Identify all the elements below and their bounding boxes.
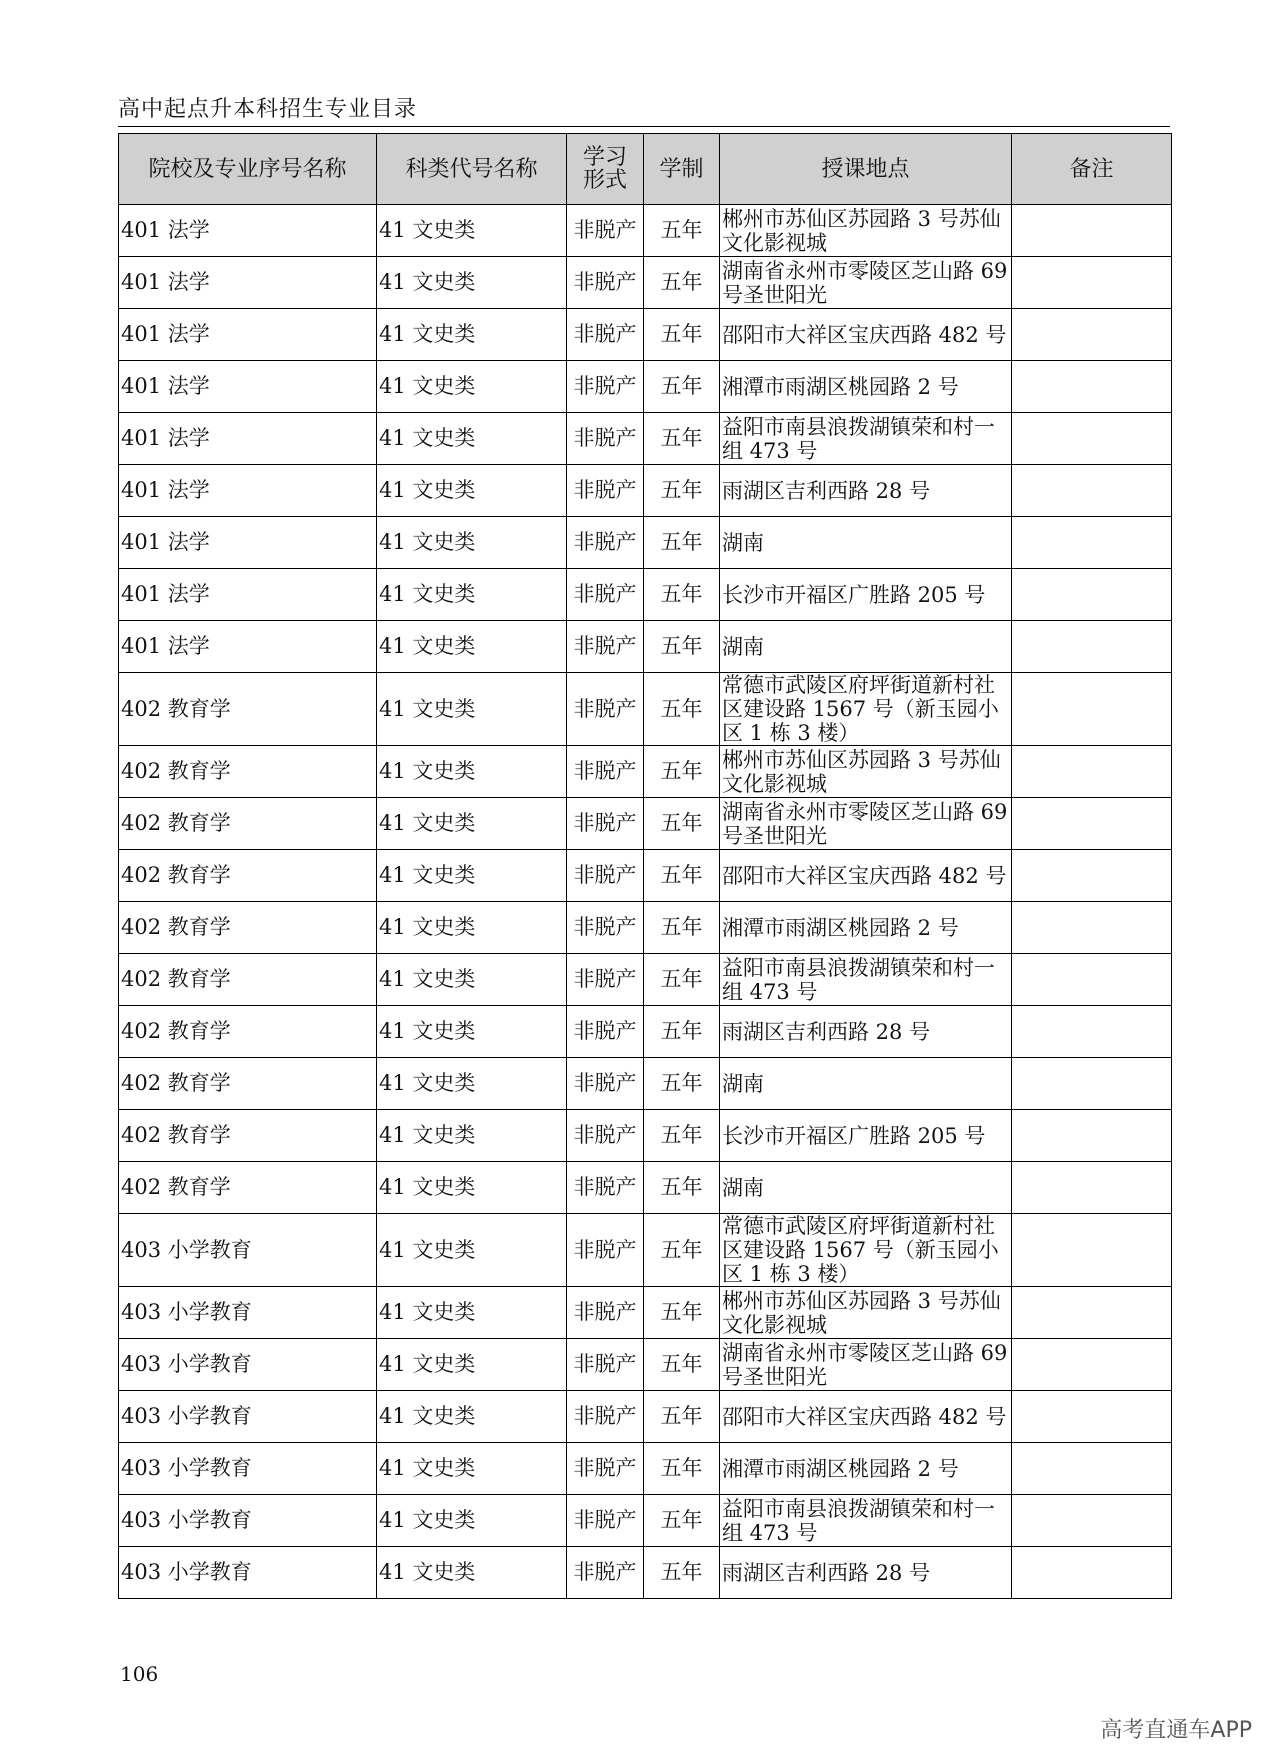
table-row xyxy=(119,1391,1172,1443)
table-row xyxy=(119,465,1172,517)
cell-location: 湖南 xyxy=(720,621,1012,673)
cell-location: 湖南 xyxy=(720,1058,1012,1110)
column-header-mode: 学习形式 xyxy=(567,134,644,205)
table-row xyxy=(119,361,1172,413)
cell-duration: 五年 xyxy=(644,465,720,517)
cell-note xyxy=(1012,1214,1172,1287)
cell-category: 41 文史类 xyxy=(377,569,567,621)
table-row xyxy=(119,902,1172,954)
table-row xyxy=(119,954,1172,1006)
cell-mode: 非脱产 xyxy=(567,954,644,1006)
cell-duration: 五年 xyxy=(644,673,720,746)
column-header-duration: 学制 xyxy=(644,134,720,205)
cell-category: 41 文史类 xyxy=(377,1443,567,1495)
cell-mode: 非脱产 xyxy=(567,1110,644,1162)
cell-location: 邵阳市大祥区宝庆西路 482 号 xyxy=(720,1391,1012,1443)
cell-major: 402 教育学 xyxy=(119,1110,377,1162)
cell-location: 湘潭市雨湖区桃园路 2 号 xyxy=(720,902,1012,954)
cell-duration: 五年 xyxy=(644,205,720,257)
cell-duration: 五年 xyxy=(644,1391,720,1443)
cell-note xyxy=(1012,257,1172,309)
cell-duration: 五年 xyxy=(644,257,720,309)
cell-note xyxy=(1012,1287,1172,1339)
cell-location: 雨湖区吉利西路 28 号 xyxy=(720,465,1012,517)
cell-mode: 非脱产 xyxy=(567,361,644,413)
cell-duration: 五年 xyxy=(644,1006,720,1058)
cell-duration: 五年 xyxy=(644,1339,720,1391)
cell-note xyxy=(1012,621,1172,673)
cell-mode: 非脱产 xyxy=(567,1214,644,1287)
cell-category: 41 文史类 xyxy=(377,621,567,673)
cell-mode: 非脱产 xyxy=(567,673,644,746)
cell-category: 41 文史类 xyxy=(377,465,567,517)
cell-note xyxy=(1012,1006,1172,1058)
cell-category: 41 文史类 xyxy=(377,746,567,798)
cell-category: 41 文史类 xyxy=(377,850,567,902)
cell-category: 41 文史类 xyxy=(377,954,567,1006)
cell-duration: 五年 xyxy=(644,1287,720,1339)
cell-major: 402 教育学 xyxy=(119,673,377,746)
cell-location: 郴州市苏仙区苏园路 3 号苏仙文化影视城 xyxy=(720,746,1012,798)
cell-note xyxy=(1012,746,1172,798)
header-rule xyxy=(118,126,1170,127)
cell-note xyxy=(1012,1391,1172,1443)
table-row xyxy=(119,746,1172,798)
cell-mode: 非脱产 xyxy=(567,850,644,902)
cell-mode: 非脱产 xyxy=(567,902,644,954)
column-header-location: 授课地点 xyxy=(720,134,1012,205)
cell-category: 41 文史类 xyxy=(377,902,567,954)
cell-duration: 五年 xyxy=(644,1443,720,1495)
cell-mode: 非脱产 xyxy=(567,413,644,465)
table-row xyxy=(119,413,1172,465)
cell-duration: 五年 xyxy=(644,902,720,954)
cell-note xyxy=(1012,798,1172,850)
cell-duration: 五年 xyxy=(644,850,720,902)
column-header-note: 备注 xyxy=(1012,134,1172,205)
cell-location: 湘潭市雨湖区桃园路 2 号 xyxy=(720,1443,1012,1495)
cell-duration: 五年 xyxy=(644,517,720,569)
cell-major: 401 法学 xyxy=(119,569,377,621)
cell-location: 雨湖区吉利西路 28 号 xyxy=(720,1547,1012,1599)
cell-note xyxy=(1012,413,1172,465)
cell-category: 41 文史类 xyxy=(377,309,567,361)
cell-note xyxy=(1012,1495,1172,1547)
cell-note xyxy=(1012,569,1172,621)
column-header-major: 院校及专业序号名称 xyxy=(119,134,377,205)
table-row xyxy=(119,309,1172,361)
cell-duration: 五年 xyxy=(644,746,720,798)
cell-mode: 非脱产 xyxy=(567,1495,644,1547)
cell-location: 常德市武陵区府坪街道新村社区建设路 1567 号（新玉园小区 1 栋 3 楼） xyxy=(720,1214,1012,1287)
cell-mode: 非脱产 xyxy=(567,1391,644,1443)
table-row xyxy=(119,1287,1172,1339)
cell-note xyxy=(1012,1110,1172,1162)
cell-category: 41 文史类 xyxy=(377,798,567,850)
cell-note xyxy=(1012,205,1172,257)
cell-major: 403 小学教育 xyxy=(119,1495,377,1547)
cell-mode: 非脱产 xyxy=(567,465,644,517)
cell-major: 403 小学教育 xyxy=(119,1391,377,1443)
table-row xyxy=(119,850,1172,902)
cell-mode: 非脱产 xyxy=(567,517,644,569)
table-row xyxy=(119,1443,1172,1495)
cell-major: 401 法学 xyxy=(119,413,377,465)
table-row xyxy=(119,1058,1172,1110)
cell-major: 402 教育学 xyxy=(119,1006,377,1058)
cell-location: 湖南省永州市零陵区芝山路 69 号圣世阳光 xyxy=(720,257,1012,309)
cell-note xyxy=(1012,1339,1172,1391)
cell-major: 402 教育学 xyxy=(119,1162,377,1214)
cell-major: 401 法学 xyxy=(119,309,377,361)
cell-category: 41 文史类 xyxy=(377,361,567,413)
page-header-title: 高中起点升本科招生专业目录 xyxy=(118,97,418,122)
cell-duration: 五年 xyxy=(644,1547,720,1599)
cell-major: 402 教育学 xyxy=(119,798,377,850)
cell-mode: 非脱产 xyxy=(567,309,644,361)
cell-location: 郴州市苏仙区苏园路 3 号苏仙文化影视城 xyxy=(720,205,1012,257)
cell-location: 湖南省永州市零陵区芝山路 69 号圣世阳光 xyxy=(720,1339,1012,1391)
cell-major: 402 教育学 xyxy=(119,850,377,902)
catalog-table xyxy=(118,133,1172,1599)
cell-category: 41 文史类 xyxy=(377,1110,567,1162)
cell-note xyxy=(1012,1162,1172,1214)
cell-duration: 五年 xyxy=(644,413,720,465)
cell-category: 41 文史类 xyxy=(377,517,567,569)
cell-location: 湘潭市雨湖区桃园路 2 号 xyxy=(720,361,1012,413)
cell-mode: 非脱产 xyxy=(567,257,644,309)
cell-note xyxy=(1012,465,1172,517)
cell-location: 湖南 xyxy=(720,517,1012,569)
cell-major: 401 法学 xyxy=(119,257,377,309)
cell-category: 41 文史类 xyxy=(377,1058,567,1110)
watermark: 高考直通车APP xyxy=(1100,1718,1252,1743)
cell-major: 401 法学 xyxy=(119,465,377,517)
cell-major: 403 小学教育 xyxy=(119,1547,377,1599)
cell-note xyxy=(1012,1443,1172,1495)
cell-mode: 非脱产 xyxy=(567,1443,644,1495)
cell-note xyxy=(1012,361,1172,413)
cell-major: 403 小学教育 xyxy=(119,1443,377,1495)
table-row xyxy=(119,569,1172,621)
cell-category: 41 文史类 xyxy=(377,1547,567,1599)
cell-note xyxy=(1012,1547,1172,1599)
cell-major: 402 教育学 xyxy=(119,746,377,798)
cell-note xyxy=(1012,902,1172,954)
cell-duration: 五年 xyxy=(644,1495,720,1547)
table-row xyxy=(119,1006,1172,1058)
cell-category: 41 文史类 xyxy=(377,413,567,465)
table-row xyxy=(119,798,1172,850)
cell-category: 41 文史类 xyxy=(377,1214,567,1287)
cell-category: 41 文史类 xyxy=(377,1006,567,1058)
cell-mode: 非脱产 xyxy=(567,1058,644,1110)
cell-location: 雨湖区吉利西路 28 号 xyxy=(720,1006,1012,1058)
cell-note xyxy=(1012,673,1172,746)
cell-duration: 五年 xyxy=(644,1058,720,1110)
cell-note xyxy=(1012,1058,1172,1110)
cell-category: 41 文史类 xyxy=(377,1287,567,1339)
table-row xyxy=(119,1214,1172,1287)
cell-location: 常德市武陵区府坪街道新村社区建设路 1567 号（新玉园小区 1 栋 3 楼） xyxy=(720,673,1012,746)
cell-location: 湖南省永州市零陵区芝山路 69 号圣世阳光 xyxy=(720,798,1012,850)
cell-mode: 非脱产 xyxy=(567,205,644,257)
table-header-row xyxy=(119,134,1172,205)
cell-duration: 五年 xyxy=(644,798,720,850)
cell-duration: 五年 xyxy=(644,361,720,413)
cell-duration: 五年 xyxy=(644,621,720,673)
table-row xyxy=(119,1495,1172,1547)
cell-location: 长沙市开福区广胜路 205 号 xyxy=(720,1110,1012,1162)
table-row xyxy=(119,205,1172,257)
cell-mode: 非脱产 xyxy=(567,1339,644,1391)
cell-location: 益阳市南县浪拨湖镇荣和村一组 473 号 xyxy=(720,954,1012,1006)
table-row xyxy=(119,1547,1172,1599)
cell-major: 402 教育学 xyxy=(119,954,377,1006)
cell-location: 邵阳市大祥区宝庆西路 482 号 xyxy=(720,309,1012,361)
table-row xyxy=(119,517,1172,569)
cell-major: 403 小学教育 xyxy=(119,1214,377,1287)
cell-category: 41 文史类 xyxy=(377,1495,567,1547)
cell-major: 402 教育学 xyxy=(119,1058,377,1110)
cell-category: 41 文史类 xyxy=(377,1339,567,1391)
table-row xyxy=(119,1339,1172,1391)
table-row xyxy=(119,621,1172,673)
cell-location: 益阳市南县浪拨湖镇荣和村一组 473 号 xyxy=(720,1495,1012,1547)
cell-mode: 非脱产 xyxy=(567,621,644,673)
cell-mode: 非脱产 xyxy=(567,569,644,621)
cell-category: 41 文史类 xyxy=(377,1391,567,1443)
table-row xyxy=(119,1110,1172,1162)
cell-major: 401 法学 xyxy=(119,621,377,673)
cell-major: 403 小学教育 xyxy=(119,1339,377,1391)
cell-location: 长沙市开福区广胜路 205 号 xyxy=(720,569,1012,621)
cell-duration: 五年 xyxy=(644,954,720,1006)
cell-major: 402 教育学 xyxy=(119,902,377,954)
cell-duration: 五年 xyxy=(644,569,720,621)
cell-location: 湖南 xyxy=(720,1162,1012,1214)
table-row xyxy=(119,673,1172,746)
table-row xyxy=(119,257,1172,309)
cell-note xyxy=(1012,309,1172,361)
cell-location: 邵阳市大祥区宝庆西路 482 号 xyxy=(720,850,1012,902)
cell-note xyxy=(1012,850,1172,902)
cell-location: 郴州市苏仙区苏园路 3 号苏仙文化影视城 xyxy=(720,1287,1012,1339)
column-header-category: 科类代号名称 xyxy=(377,134,567,205)
table-body xyxy=(119,205,1172,1599)
cell-note xyxy=(1012,517,1172,569)
cell-major: 401 法学 xyxy=(119,205,377,257)
cell-mode: 非脱产 xyxy=(567,798,644,850)
cell-major: 401 法学 xyxy=(119,517,377,569)
cell-category: 41 文史类 xyxy=(377,257,567,309)
cell-category: 41 文史类 xyxy=(377,673,567,746)
cell-major: 401 法学 xyxy=(119,361,377,413)
cell-category: 41 文史类 xyxy=(377,205,567,257)
cell-location: 益阳市南县浪拨湖镇荣和村一组 473 号 xyxy=(720,413,1012,465)
cell-major: 403 小学教育 xyxy=(119,1287,377,1339)
cell-mode: 非脱产 xyxy=(567,1287,644,1339)
cell-mode: 非脱产 xyxy=(567,746,644,798)
cell-duration: 五年 xyxy=(644,1214,720,1287)
cell-mode: 非脱产 xyxy=(567,1162,644,1214)
page-number: 106 xyxy=(120,1662,159,1686)
cell-mode: 非脱产 xyxy=(567,1006,644,1058)
cell-category: 41 文史类 xyxy=(377,1162,567,1214)
cell-duration: 五年 xyxy=(644,1162,720,1214)
cell-mode: 非脱产 xyxy=(567,1547,644,1599)
cell-duration: 五年 xyxy=(644,1110,720,1162)
table-row xyxy=(119,1162,1172,1214)
cell-note xyxy=(1012,954,1172,1006)
cell-duration: 五年 xyxy=(644,309,720,361)
